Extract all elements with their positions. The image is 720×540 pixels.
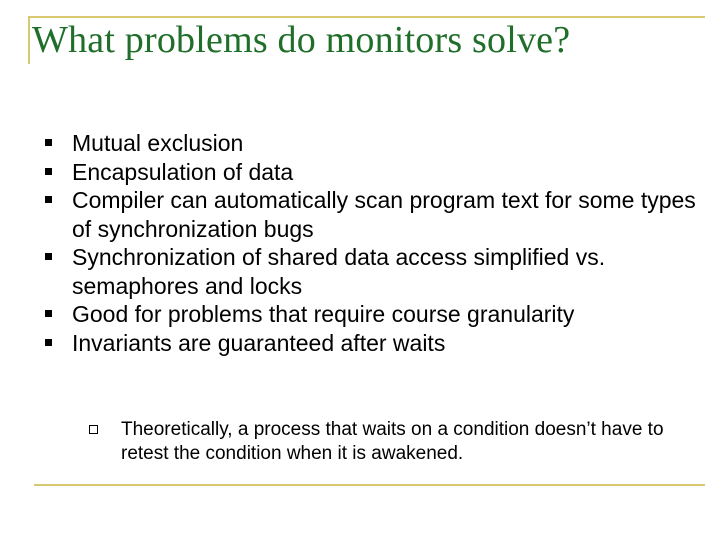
square-bullet-icon xyxy=(45,168,52,175)
sub-bullet-list xyxy=(87,418,687,466)
bottom-rule xyxy=(34,484,705,486)
bullet-list xyxy=(40,129,700,357)
list-item xyxy=(40,158,700,187)
square-bullet-icon xyxy=(45,196,52,203)
square-bullet-icon xyxy=(45,139,52,146)
list-item xyxy=(87,418,687,466)
bullet-text: Encapsulation of data xyxy=(72,158,294,185)
sub-bullet-text: Theoretically, a process that waits on a condition doesn’t have to retest the condition when it is awakened. xyxy=(121,419,664,464)
bullet-text: Mutual exclusion xyxy=(72,130,244,156)
hollow-square-bullet-icon xyxy=(89,425,98,434)
list-item xyxy=(40,243,700,300)
square-bullet-icon xyxy=(45,310,52,317)
bullet-text: Invariants are guaranteed after waits xyxy=(72,329,446,356)
bullet-text: Good for problems that require course granularity xyxy=(72,301,575,327)
list-item xyxy=(40,329,700,358)
list-item xyxy=(40,300,700,329)
left-rule xyxy=(28,16,30,64)
square-bullet-icon xyxy=(45,339,52,346)
square-bullet-icon xyxy=(45,253,52,260)
slide-title: What problems do monitors solve? xyxy=(32,19,571,61)
bullet-text: Synchronization of shared data access simplified vs. semaphores and locks xyxy=(72,244,606,299)
bullet-text: Compiler can automatically scan program text for some types of synchronization bugs xyxy=(72,187,696,242)
list-item xyxy=(40,129,700,158)
list-item xyxy=(40,186,700,243)
